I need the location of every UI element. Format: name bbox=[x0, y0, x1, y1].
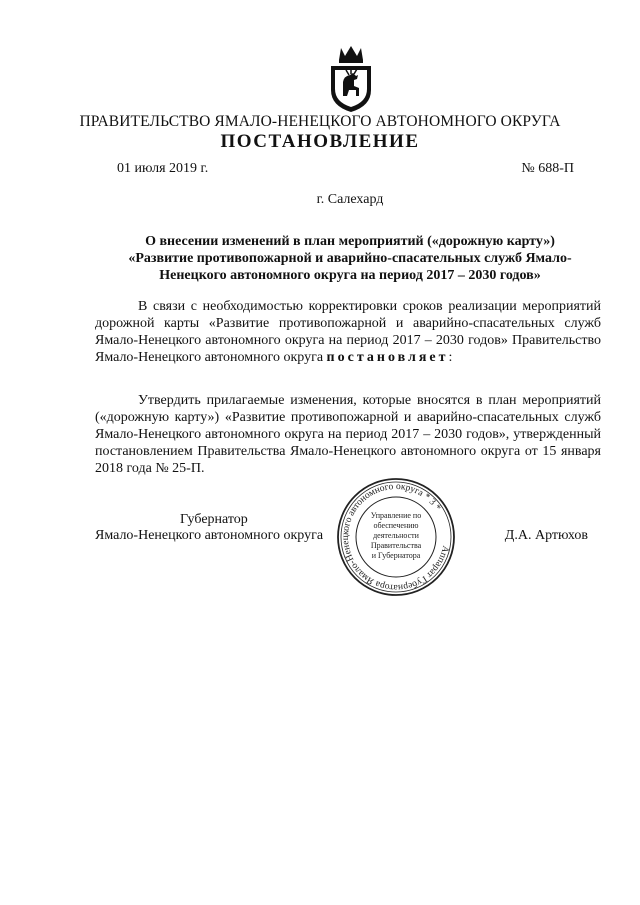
title-line-2: «Развитие противопожарной и аварийно-спасательных служб Ямало-Ненецкого автономного округа на период 2017 – 2030 годов» bbox=[128, 251, 572, 283]
document-type: ПОСТАНОВЛЕНИЕ bbox=[220, 131, 420, 152]
document-number: № 688-П bbox=[521, 161, 574, 176]
stamp-line-2: обеспечению bbox=[373, 521, 419, 530]
decree-colon: : bbox=[448, 350, 453, 365]
position-line-1: Губернатор bbox=[180, 512, 248, 527]
document-date: 01 июля 2019 г. bbox=[117, 161, 209, 176]
official-stamp bbox=[335, 476, 457, 598]
stamp-line-1: Управление по bbox=[370, 511, 422, 520]
stamp-line-5: и Губернатора bbox=[371, 551, 421, 560]
paragraph-1-text: В связи с необходимостью корректировки сроков реализации мероприятий дорожной карты «Развитие противопожарной и аварийно-спасательных служб Ямало-Ненецкого автономного округа на период 2017 – 2030 годов» Правительство Ямало-Ненецкого автономного округа bbox=[95, 299, 601, 365]
document-city: г. Салехард bbox=[316, 192, 384, 207]
signatory-position bbox=[95, 512, 345, 544]
stamp-line-4: Правительства bbox=[370, 541, 422, 550]
position-line-2: Ямало-Ненецкого автономного округа bbox=[95, 528, 324, 543]
coat-of-arms-emblem bbox=[327, 42, 375, 114]
signatory-name: Д.А. Артюхов bbox=[504, 528, 588, 543]
body-paragraph-2: Утвердить прилагаемые изменения, которые вносятся в план мероприятий («дорожную карту») «Развитие противопожарной и аварийно-спасательных служб Ямало-Ненецкого автономного округа на период 2017 – 2030 годов», утвержденный постановлением Правительства Ямало-Ненецкого автономного округа от 15 января 2018 года № 25-П. bbox=[95, 393, 601, 476]
document-title bbox=[95, 233, 605, 284]
decree-word: постановляет bbox=[326, 350, 449, 365]
government-name: ПРАВИТЕЛЬСТВО ЯМАЛО-НЕНЕЦКОГО АВТОНОМНОГО ОКРУГА bbox=[79, 113, 561, 130]
stamp-ring-text: Аппарат Губернатора Ямало-Ненецкого автономного округа * 3 * bbox=[340, 481, 451, 593]
stamp-line-3: деятельности bbox=[373, 531, 419, 540]
body-paragraph-1 bbox=[95, 298, 601, 366]
title-line-1: О внесении изменений в план мероприятий («дорожную карту») bbox=[145, 234, 555, 249]
